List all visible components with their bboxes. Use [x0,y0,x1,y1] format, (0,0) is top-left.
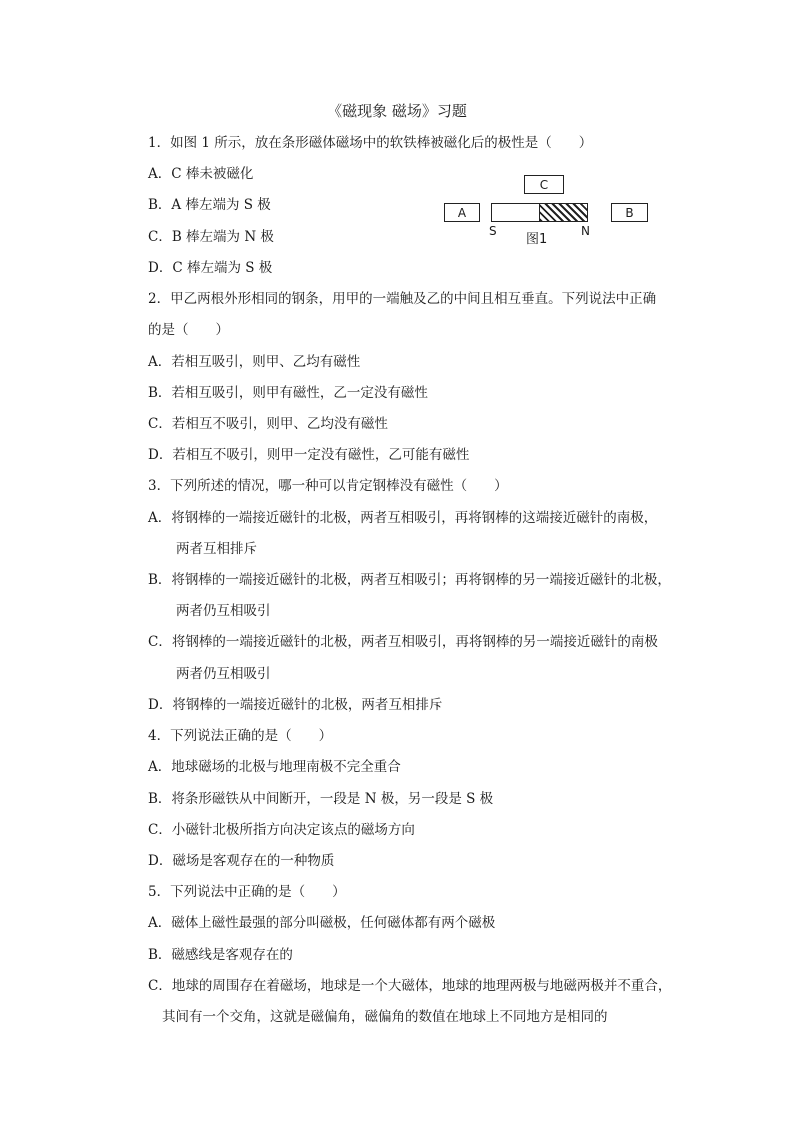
question-3-option-c: C．将钢棒的一端接近磁针的北极，两者互相吸引，再将钢棒的另一端接近磁针的南极 [148,634,658,650]
question-2-option-c: C．若相互不吸引，则甲、乙均没有磁性 [148,416,388,432]
question-5-option-c-cont: 其间有一个交角，这就是磁偏角，磁偏角的数值在地球上不同地方是相同的 [162,1009,608,1025]
bar-magnet-hatched-half [539,203,588,222]
question-1-option-d: D．C 棒左端为 S 极 [148,260,273,276]
question-5-option-a: A．磁体上磁性最强的部分叫磁极，任何磁体都有两个磁极 [148,915,496,931]
question-2-stem-cont: 的是（ ） [148,322,229,338]
question-4-option-c: C．小磁针北极所指方向决定该点的磁场方向 [148,822,415,838]
question-5-option-b: B．磁感线是客观存在的 [148,947,293,963]
question-3-option-a-cont: 两者互相排斥 [176,541,257,557]
question-3-option-a: A．将钢棒的一端接近磁针的北极，两者互相吸引，再将钢棒的这端接近磁针的南极， [148,510,658,526]
question-3-stem: 3．下列所述的情况，哪一种可以肯定钢棒没有磁性（ ） [148,478,508,494]
question-4-option-d: D．磁场是客观存在的一种物质 [148,853,335,869]
question-3-option-d: D．将钢棒的一端接近磁针的北极，两者互相排斥 [148,697,443,713]
bar-magnet-left-half [491,203,540,222]
question-1-option-b: B．A 棒左端为 S 极 [148,197,271,213]
question-3-option-c-cont: 两者仍互相吸引 [176,666,271,682]
rod-a: A [444,203,480,222]
question-2-option-d: D．若相互不吸引，则甲一定没有磁性，乙可能有磁性 [148,447,470,463]
question-2-option-a: A．若相互吸引，则甲、乙均有磁性 [148,354,361,370]
rod-c: C [524,175,564,194]
question-5-stem: 5．下列说法中正确的是（ ） [148,884,346,900]
question-1-option-a: A．C 棒未被磁化 [148,166,254,182]
magnet-label-s: S [489,224,497,238]
question-3-option-b: B．将钢棒的一端接近磁针的北极，两者互相吸引；再将钢棒的另一端接近磁针的北极， [148,572,671,588]
figure-caption: 图1 [526,232,548,247]
figure-magnet-diagram [440,170,650,245]
question-4-stem: 4．下列说法正确的是（ ） [148,728,333,744]
question-5-option-c: C．地球的周围存在着磁场，地球是一个大磁体，地球的地理两极与地磁两极并不重合， [148,978,672,994]
question-3-option-b-cont: 两者仍互相吸引 [176,603,271,619]
rod-b: B [611,203,648,222]
question-1-stem: 1．如图 1 所示，放在条形磁体磁场中的软铁棒被磁化后的极性是（ ） [148,135,593,151]
magnet-label-n: N [581,224,590,238]
question-1-option-c: C．B 棒左端为 N 极 [148,229,274,245]
question-4-option-b: B．将条形磁铁从中间断开，一段是 N 极，另一段是 S 极 [148,791,494,807]
question-2-option-b: B．若相互吸引，则甲有磁性，乙一定没有磁性 [148,385,428,401]
question-4-option-a: A．地球磁场的北极与地理南极不完全重合 [148,759,401,775]
page-title: 《磁现象 磁场》习题 [327,102,467,120]
question-2-stem: 2．甲乙两根外形相同的钢条，用甲的一端触及乙的中间且相互垂直。下列说法中正确 [148,291,657,307]
